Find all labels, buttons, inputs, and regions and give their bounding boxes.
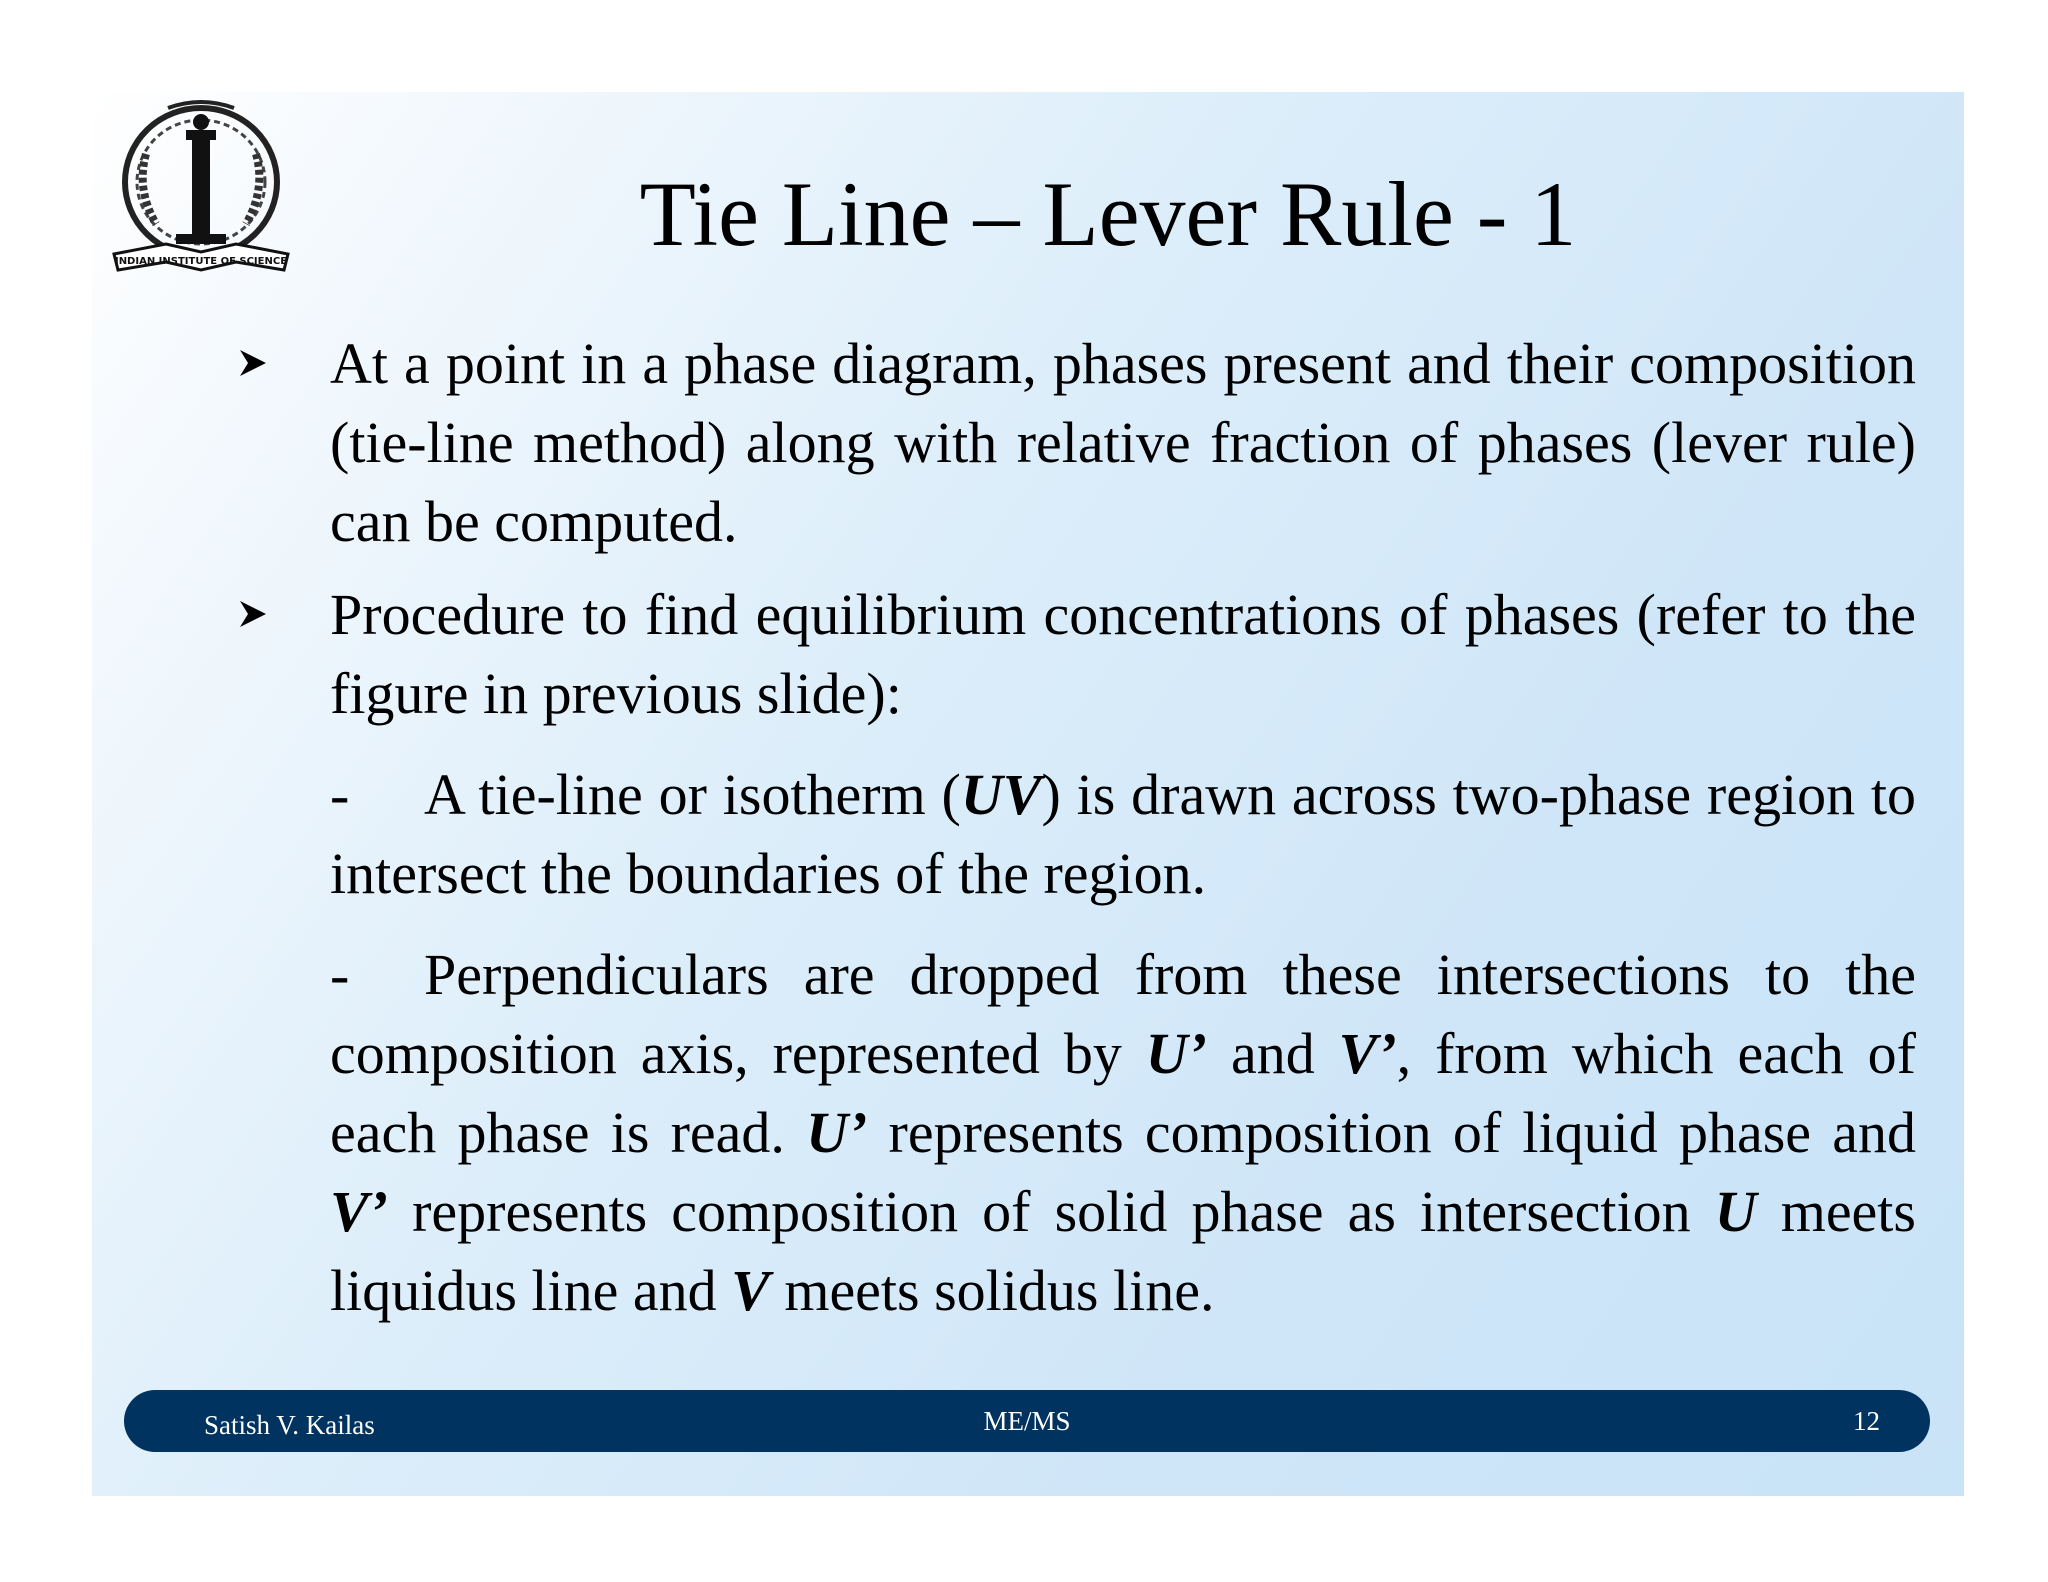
text-run: ) is drawn across two-phase region to intersect the boundaries of the region. <box>330 762 1917 906</box>
text-run: meets liquidus line and <box>330 1179 1916 1323</box>
text-run: Perpendiculars are dropped from these intersections to the composition axis, represented by <box>330 942 1916 1086</box>
bullet-item <box>236 575 1916 733</box>
sub-item-tie-line <box>236 755 1916 913</box>
text-run: A tie-line or isotherm ( <box>424 762 961 827</box>
footer-page-number: 12 <box>1853 1406 1880 1436</box>
arrowhead-bullet-icon <box>236 346 270 380</box>
text-run: represents composition of liquid phase and <box>867 1100 1916 1165</box>
arrowhead-bullet-icon <box>236 597 270 631</box>
sub-item-text <box>330 755 1916 913</box>
text-run: and <box>1207 1021 1339 1086</box>
bullet-text: Procedure to find equilibrium concentrations of phases (refer to the figure in previous slide): <box>330 582 1916 726</box>
slide-title: Tie Line – Lever Rule - 1 <box>639 163 1577 265</box>
symbol-v: V <box>731 1258 770 1323</box>
text-run: represents composition of solid phase as intersection <box>388 1179 1715 1244</box>
symbol-v-prime: V’ <box>1338 1021 1397 1086</box>
text-run: , from which each of each phase is read. <box>330 1021 1916 1165</box>
symbol-uv: UV <box>960 762 1042 827</box>
symbol-u-prime: U’ <box>806 1100 868 1165</box>
bullet-item <box>236 324 1916 561</box>
footer-author: Satish V. Kailas <box>204 1410 375 1440</box>
symbol-u-prime: U’ <box>1145 1021 1207 1086</box>
dash-marker: - <box>330 942 350 1007</box>
slide <box>92 92 1964 1496</box>
slide-footer <box>124 1390 1930 1452</box>
sub-item-text <box>330 935 1916 1330</box>
symbol-u: U <box>1714 1179 1757 1244</box>
seal-text: INDIAN INSTITUTE OF SCIENCE <box>114 256 288 267</box>
footer-course: ME/MS <box>983 1406 1071 1436</box>
dash-marker: - <box>330 762 350 827</box>
symbol-v-prime: V’ <box>330 1179 388 1244</box>
slide-content <box>236 324 1916 1330</box>
text-run: meets solidus line. <box>769 1258 1215 1323</box>
bullet-text: At a point in a phase diagram, phases present and their composition (tie-line method) along with relative fraction of phases (lever rule) can be computed. <box>330 331 1916 554</box>
sub-item-perpendiculars <box>236 935 1916 1330</box>
